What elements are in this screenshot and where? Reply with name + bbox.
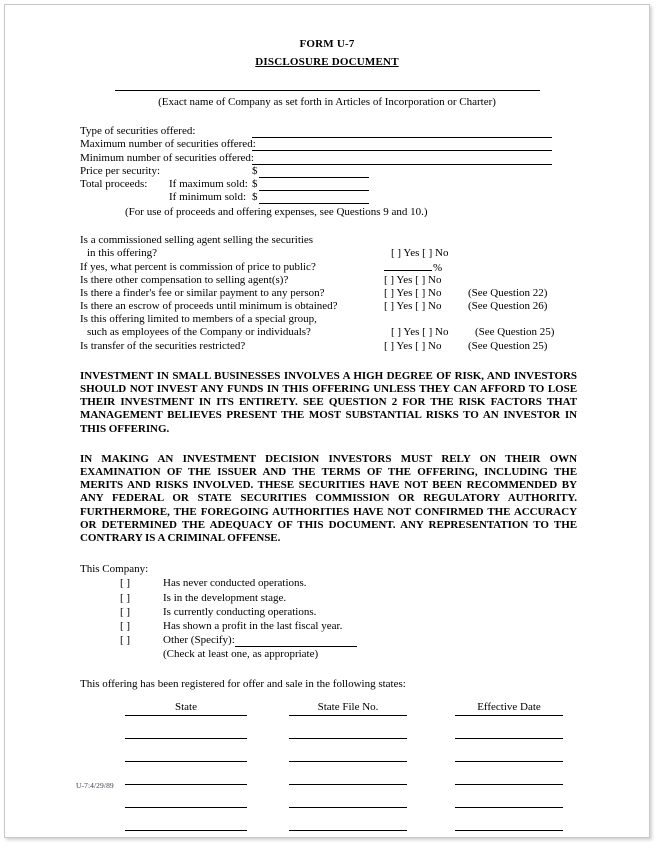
- yes-no-checkboxes[interactable]: [ ] Yes [ ] No: [384, 300, 442, 313]
- company-name-fill-line[interactable]: [115, 90, 540, 91]
- states-table-header: [80, 701, 649, 716]
- company-status-section: [5, 563, 649, 661]
- price-per-security-input[interactable]: [259, 167, 369, 178]
- state-input[interactable]: [125, 821, 247, 831]
- question-row-special-group-line2: [80, 326, 649, 339]
- checkbox-label: Other (Specify):: [163, 634, 235, 647]
- effective-date-input[interactable]: [455, 798, 563, 808]
- question-text: Is this offering limited to members of a special group,: [80, 313, 317, 326]
- yes-no-checkboxes[interactable]: [ ] Yes [ ] No: [384, 273, 442, 286]
- checkbox-instruction-note: (Check at least one, as appropriate): [163, 648, 319, 661]
- document-footer-revision: U-7:4/29/89: [76, 781, 114, 790]
- checkbox-row-development-stage[interactable]: [80, 591, 649, 604]
- regulatory-disclaimer-paragraph: IN MAKING AN INVESTMENT DECISION INVESTORS MUST RELY ON THEIR OWN EXAMINATION OF THE ISSUER AND THE TERMS OF THE OFFERING, INCLUDING THE MERITS AND RISKS INVOLVED. THESE SECURITIES HAVE NOT BEEN RECOMMENDED BY ANY FEDERAL OR STATE SECURITIES COMMISSION OR REGULATORY AUTHORITY. FURTHERMORE, THE FOREGOING AUTHORITIES HAVE NOT CONFIRMED THE ACCURACY OR DETERMINED THE ADEQUACY OF THIS DOCUMENT. ANY REPRESENTATION TO THE CONTRARY IS A CRIMINAL OFFENSE.: [80, 452, 577, 545]
- yes-no-questions-section: [5, 234, 649, 353]
- question-text: Is a commissioned selling agent selling the securities: [80, 234, 314, 247]
- state-input[interactable]: [125, 798, 247, 808]
- question-row-commissioned-agent-line2: [80, 247, 649, 260]
- field-maximum-number: [80, 138, 649, 151]
- field-label: Maximum number of securities offered:: [80, 138, 256, 151]
- question-text: Is there other compensation to selling agent(s)?: [80, 273, 289, 286]
- table-row: [80, 821, 649, 831]
- checkbox-label: Has never conducted operations.: [163, 577, 307, 590]
- yes-no-checkboxes[interactable]: [ ] Yes [ ] No: [391, 247, 449, 260]
- risk-warning-paragraph: INVESTMENT IN SMALL BUSINESSES INVOLVES A HIGH DEGREE OF RISK, AND INVESTORS SHOULD NOT INVEST ANY FUNDS IN THIS OFFERING UNLESS THEY CAN AFFORD TO LOSE THEIR INVESTMENT IN ITS ENTIRETY. SEE QUESTION 2 FOR THE RISK FACTORS THAT MANAGEMENT BELIEVES PRESENT THE MOST SUBSTANTIAL RISKS TO AN INVESTOR IN THIS OFFERING.: [80, 369, 577, 435]
- table-row: [80, 798, 649, 808]
- yes-no-checkboxes[interactable]: [ ] Yes [ ] No: [384, 339, 442, 352]
- question-row-special-group-line1: [80, 313, 649, 326]
- checkbox-row-other[interactable]: [80, 634, 649, 647]
- states-registration-section: [5, 678, 649, 831]
- field-price-per-security: [80, 165, 649, 178]
- form-number-title: FORM U-7: [299, 38, 355, 50]
- yes-no-checkboxes[interactable]: [ ] Yes [ ] No: [391, 326, 449, 339]
- currency-symbol: $: [252, 191, 258, 204]
- table-row: [80, 775, 649, 785]
- document-body: [5, 38, 649, 838]
- question-reference: (See Question 22): [468, 286, 548, 299]
- if-maximum-sold-label: If maximum sold:: [169, 177, 248, 190]
- checkbox-row-shown-profit[interactable]: [80, 620, 649, 633]
- state-file-no-input[interactable]: [289, 775, 407, 785]
- percent-symbol: %: [433, 261, 443, 274]
- total-proceeds-minimum-input[interactable]: [259, 193, 369, 204]
- field-label: Type of securities offered:: [80, 125, 196, 138]
- effective-date-input[interactable]: [455, 752, 563, 762]
- field-type-of-securities: [80, 125, 649, 138]
- proceeds-note: (For use of proceeds and offering expenses, see Questions 9 and 10.): [125, 206, 428, 219]
- maximum-number-input[interactable]: [252, 140, 552, 151]
- yes-no-checkboxes[interactable]: [ ] Yes [ ] No: [384, 286, 442, 299]
- question-reference: (See Question 25): [475, 326, 555, 339]
- states-intro-text: This offering has been registered for offer and sale in the following states:: [80, 678, 406, 691]
- state-input[interactable]: [125, 752, 247, 762]
- checkbox-row-never-conducted[interactable]: [80, 577, 649, 590]
- if-minimum-sold-label: If minimum sold:: [169, 191, 246, 204]
- checkbox-glyph[interactable]: [ ]: [120, 591, 131, 604]
- minimum-number-input[interactable]: [252, 154, 552, 165]
- state-file-no-input[interactable]: [289, 752, 407, 762]
- total-proceeds-label: Total proceeds:: [80, 177, 148, 190]
- checkbox-glyph[interactable]: [ ]: [120, 577, 131, 590]
- state-file-no-input[interactable]: [289, 798, 407, 808]
- field-total-proceeds-minimum: [80, 191, 649, 204]
- table-row: [80, 729, 649, 739]
- company-status-heading: This Company:: [80, 563, 149, 576]
- question-reference: (See Question 25): [468, 339, 548, 352]
- question-reference: (See Question 26): [468, 300, 548, 313]
- state-file-no-input[interactable]: [289, 821, 407, 831]
- question-row-other-compensation: [80, 274, 649, 287]
- question-row-commission-percent: [80, 261, 649, 274]
- effective-date-input[interactable]: [455, 775, 563, 785]
- question-text: in this offering?: [87, 247, 158, 260]
- question-row-transfer-restricted: [80, 340, 649, 353]
- state-input[interactable]: [125, 729, 247, 739]
- field-total-proceeds-maximum: [80, 178, 649, 191]
- percent-input-line[interactable]: [384, 261, 432, 271]
- document-title-block: [5, 38, 649, 69]
- field-label: Price per security:: [80, 164, 161, 177]
- effective-date-input[interactable]: [455, 729, 563, 739]
- question-text: such as employees of the Company or individuals?: [87, 326, 311, 339]
- table-row: [80, 752, 649, 762]
- question-row-escrow: [80, 300, 649, 313]
- column-header-state-file-no: State File No.: [289, 701, 407, 716]
- document-type-title: DISCLOSURE DOCUMENT: [255, 56, 399, 68]
- field-label: Minimum number of securities offered:: [80, 151, 254, 164]
- currency-symbol: $: [252, 177, 258, 190]
- commission-percent-field[interactable]: [384, 261, 468, 275]
- state-file-no-input[interactable]: [289, 729, 407, 739]
- question-row-finders-fee: [80, 287, 649, 300]
- question-text: Is there a finder's fee or similar payment to any person?: [80, 286, 325, 299]
- other-specify-input[interactable]: [235, 636, 357, 647]
- securities-details-section: [5, 125, 649, 219]
- currency-symbol: $: [252, 164, 258, 177]
- question-text: Is transfer of the securities restricted?: [80, 339, 246, 352]
- document-page: [4, 4, 650, 838]
- company-name-caption: (Exact name of Company as set forth in Articles of Incorporation or Charter): [158, 96, 496, 108]
- question-text: If yes, what percent is commission of price to public?: [80, 260, 316, 273]
- checkbox-glyph[interactable]: [ ]: [120, 634, 131, 647]
- checkbox-row-currently-conducting[interactable]: [80, 606, 649, 619]
- total-proceeds-maximum-input[interactable]: [259, 180, 369, 191]
- column-header-effective-date: Effective Date: [455, 701, 563, 716]
- question-row-commissioned-agent-line1: [80, 234, 649, 247]
- question-text: Is there an escrow of proceeds until minimum is obtained?: [80, 300, 338, 313]
- checkbox-label: Is in the development stage.: [163, 591, 287, 604]
- checkbox-label: Is currently conducting operations.: [163, 605, 317, 618]
- field-minimum-number: [80, 151, 649, 164]
- checkbox-glyph[interactable]: [ ]: [120, 620, 131, 632]
- checkbox-glyph[interactable]: [ ]: [120, 605, 131, 618]
- checkbox-label: Has shown a profit in the last fiscal year.: [163, 620, 343, 632]
- effective-date-input[interactable]: [455, 821, 563, 831]
- column-header-state: State: [125, 701, 247, 716]
- state-input[interactable]: [125, 775, 247, 785]
- type-of-securities-input[interactable]: [252, 127, 552, 138]
